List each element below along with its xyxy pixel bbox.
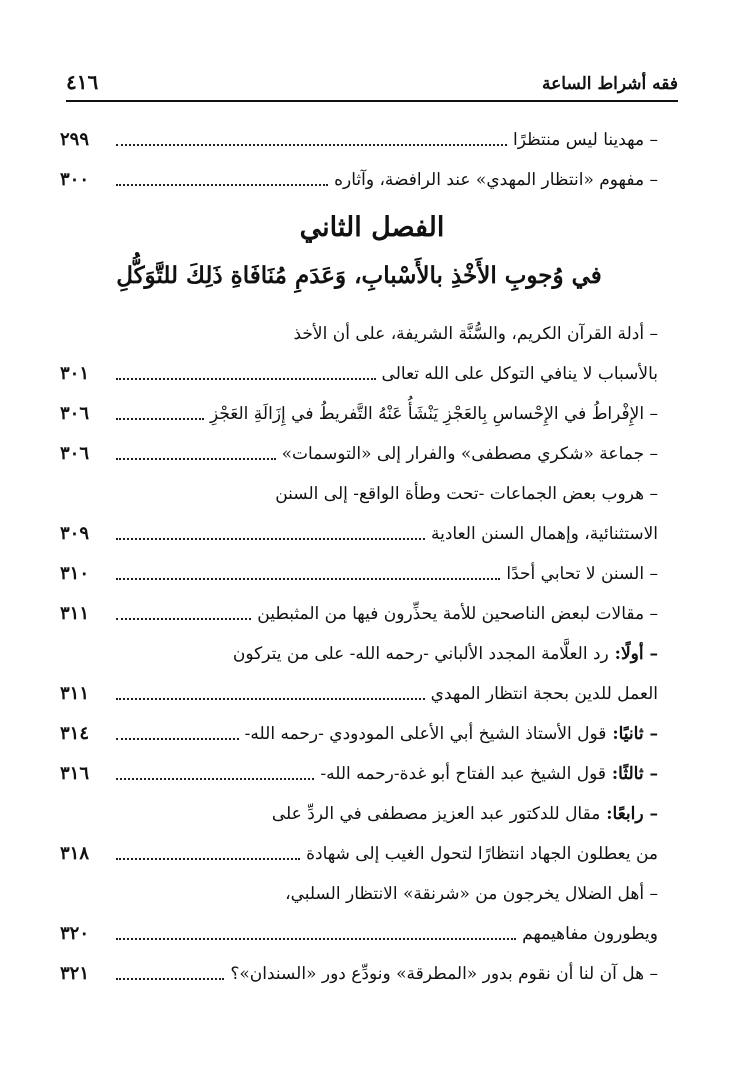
dot-leader	[116, 578, 500, 580]
toc-entry	[60, 118, 658, 154]
toc-entry-title: – أدلة القرآن الكريم، والسُّنَّة الشريفة، على أن الأخذ	[293, 324, 658, 344]
toc-entry-title: الاستثنائية، وإهمال السنن العادية	[430, 524, 658, 544]
toc-entry-title: – مفهوم «انتظار المهدي» عند الرافضة، وآثاره	[334, 170, 658, 190]
toc-page-number: ٣١٦	[60, 763, 90, 784]
dot-leader	[116, 458, 276, 460]
toc-entry-title: العمل للدين بحجة انتظار المهدي	[430, 684, 658, 704]
running-header	[66, 66, 678, 94]
toc-entry-title: – السنن لا تحابي أحدًا	[506, 564, 658, 584]
toc-page-number: ٣٠٦	[60, 443, 90, 464]
toc-entry-text	[285, 880, 658, 908]
toc-entry-title: قول الأستاذ الشيخ أبي الأعلى المودودي -رحمه الله-	[244, 724, 607, 744]
toc-entry-text	[210, 400, 658, 428]
header-divider	[66, 100, 678, 102]
dot-leader	[116, 184, 328, 186]
toc-entry	[60, 952, 658, 988]
toc-entry-text	[431, 680, 658, 708]
toc-entry-text	[513, 126, 658, 154]
toc-page-number: ٢٩٩	[60, 129, 90, 150]
dot-leader	[116, 938, 516, 940]
toc-entry-lead: – رابعًا:	[600, 804, 658, 824]
toc-entry	[60, 432, 658, 468]
toc-entry-title: – جماعة «شكري مصطفى» والفرار إلى «التوسمات»	[281, 444, 658, 464]
toc-entry-text	[506, 560, 658, 588]
toc-entry	[60, 512, 658, 548]
toc-entry-title: – مهدينا ليس منتظرًا	[512, 130, 658, 150]
toc-entry-text	[282, 440, 658, 468]
toc-entry-text	[293, 320, 658, 348]
toc-page-number: ٣٠١	[60, 363, 90, 384]
toc-entry	[60, 352, 658, 388]
toc-page-number: ٣١٠	[60, 563, 90, 584]
toc-entry-title: – هروب بعض الجماعات -تحت وطأة الواقع- إلى السنن	[275, 484, 658, 504]
toc-entry-title: من يعطلون الجهاد انتظارًا لتحول الغيب إلى شهادة	[306, 844, 658, 864]
dot-leader	[116, 378, 376, 380]
toc-entry-text	[431, 520, 658, 548]
toc-entry	[60, 392, 658, 428]
toc-entry-title: قول الشيخ عبد الفتاح أبو غدة-رحمه الله-	[320, 764, 606, 784]
toc-entry-text	[334, 166, 658, 194]
chapter-title: الفصل الثاني	[299, 212, 445, 243]
toc-entry-title: – هل آن لنا أن نقوم بدور «المطرقة» ونودِّع دور «السندان»؟	[230, 964, 658, 984]
toc-entry-title: ويطورون مفاهيمهم	[522, 924, 658, 944]
toc-entry	[60, 158, 658, 194]
chapter-subtitle: في وُجوبِ الأَخْذِ بالأَسْبابِ، وَعَدَمِ مُنَافَاةِ ذَلِكَ للتَّوَكُّلِ	[116, 262, 602, 289]
toc-page-number: ٣٠٩	[60, 523, 90, 544]
toc-entry-title: بالأسباب لا ينافي التوكل على الله تعالى	[381, 364, 658, 384]
toc-entry	[60, 672, 658, 708]
toc-entry-text	[272, 800, 658, 828]
toc-page-number: ٣٢٠	[60, 923, 90, 944]
toc-entry-text	[306, 840, 658, 868]
toc-entry-lead: – ثانيًا:	[606, 724, 658, 744]
toc-entry-text	[522, 920, 658, 948]
toc-entry	[60, 752, 658, 788]
toc-entry-text	[275, 480, 658, 508]
toc-entry	[60, 712, 658, 748]
toc-entry	[60, 592, 658, 628]
dot-leader	[116, 978, 224, 980]
toc-entry	[60, 312, 658, 348]
toc-page-number: ٣١١	[60, 683, 90, 704]
dot-leader	[116, 418, 204, 420]
dot-leader	[116, 618, 251, 620]
toc-entry	[60, 832, 658, 868]
toc-page-number: ٣١١	[60, 603, 90, 624]
toc-page-number: ٣٠٠	[60, 169, 90, 190]
page-number: ٤١٦	[66, 70, 99, 94]
toc-entry-title: – الإِفْراطُ في الإِحْساسِ بِالعَجْزِ يَنْشَأُ عَنْهُ التَّفريطُ في إِزَالَةِ العَجْزِ	[209, 404, 658, 424]
toc-entry-title: – أهل الضلال يخرجون من «شرنقة» الانتظار السلبي،	[285, 884, 658, 904]
dot-leader	[116, 778, 314, 780]
toc-entry-text	[230, 960, 658, 988]
toc-page-number: ٣١٤	[60, 723, 90, 744]
toc-entry	[60, 912, 658, 948]
running-title: فقه أشراط الساعة	[542, 74, 678, 94]
toc-page-number: ٣١٨	[60, 843, 90, 864]
toc-entry	[60, 472, 658, 508]
dot-leader	[116, 738, 239, 740]
toc-entry	[60, 792, 658, 828]
dot-leader	[116, 144, 507, 146]
toc-entry-lead: – أولًا:	[608, 644, 658, 664]
dot-leader	[116, 698, 425, 700]
toc-page-number: ٣٢١	[60, 963, 90, 984]
toc-entry-title: رد العلَّامة المجدد الألباني -رحمه الله- على من يتركون	[232, 644, 609, 664]
toc-entry-text	[382, 360, 658, 388]
toc-entry-title: – مقالات لبعض الناصحين للأمة يحذِّرون فيها من المثبطين	[257, 604, 658, 624]
toc-entry-title: مقال للدكتور عبد العزيز مصطفى في الردِّ على	[271, 804, 601, 824]
toc-entry-text	[257, 600, 658, 628]
toc-entry-text	[320, 760, 658, 788]
dot-leader	[116, 858, 300, 860]
toc-page-number: ٣٠٦	[60, 403, 90, 424]
toc-entry	[60, 632, 658, 668]
toc-entry-text	[245, 720, 658, 748]
toc-entry-lead: – ثالثًا:	[605, 764, 658, 784]
toc-entry	[60, 872, 658, 908]
dot-leader	[116, 538, 425, 540]
toc-entry-text	[233, 640, 658, 668]
toc-entry	[60, 552, 658, 588]
